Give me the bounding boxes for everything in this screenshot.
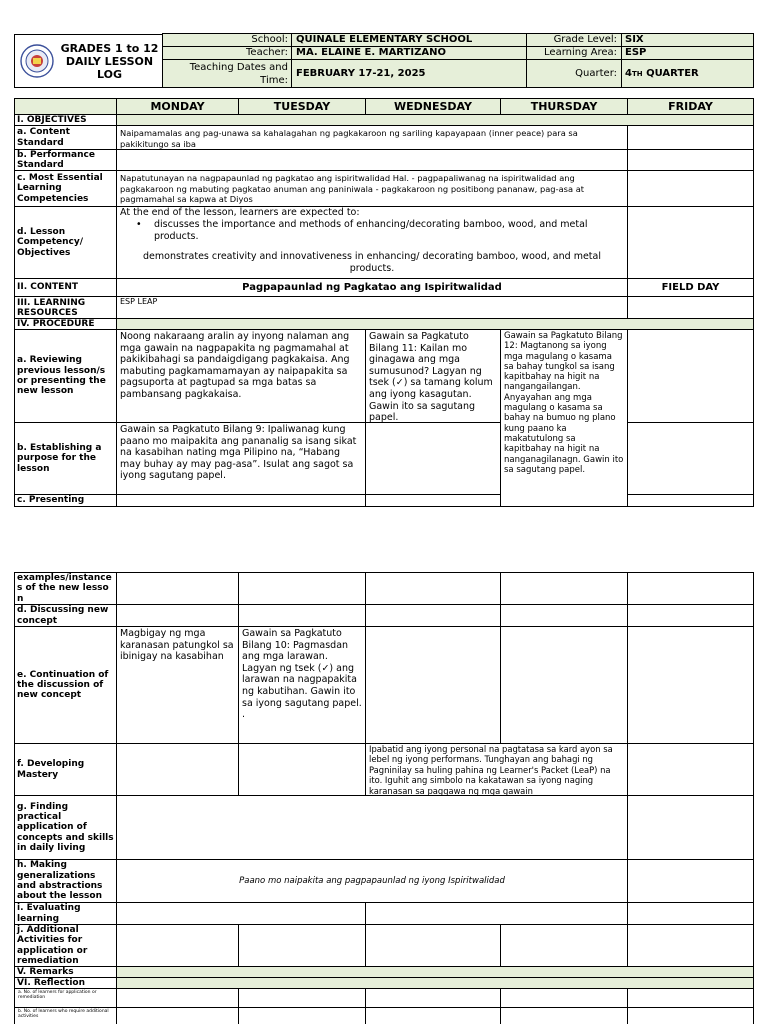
- continuation-friday: [627, 626, 754, 744]
- header-title-line3: LOG: [97, 67, 122, 81]
- additional-label: j. Additional Activities for application or remediation: [14, 924, 117, 967]
- school-label: School:: [162, 33, 292, 47]
- thursday-activity: Gawain sa Pagkatuto Bilang 12: Magtanong sa iyong mga magulang o kasama sa bahay tungkol sa isang kapitbahay na higit na nangangailangan. Anyayahan ang mga magulang o kasama sa bahay na bumuo ng plano kung paano ka makatutulong sa kapitbahay na higit na nanganagilanagn. Gawin ito sa sagutang papel.: [500, 329, 628, 507]
- header-title-line1: GRADES 1 to 12: [60, 41, 159, 55]
- learning-resources-text: ESP LEAP: [116, 296, 628, 319]
- additional-tuesday: [238, 924, 366, 967]
- presenting-cont-thursday: [500, 572, 628, 605]
- quarter-word: QUARTER: [642, 68, 699, 79]
- evaluating-friday: [627, 902, 754, 925]
- establishing-friday: [627, 422, 754, 495]
- performance-standard-friday: [627, 149, 754, 171]
- establishing-monday: Gawain sa Pagkatuto Bilang 9: Ipaliwanag kung paano mo maipakita ang pananalig sa isang sikat na kasabihan nating mga Pilipino na, “Habang may buhay ay may pag-asa”. Isulat ang sagot sa iyong sagutang papel.: [116, 422, 366, 495]
- performance-standard-label: b. Performance Standard: [14, 149, 117, 171]
- making-text: Paano mo naipakita ang pagpapaunlad ng iyong Ispiritwalidad: [116, 859, 628, 903]
- melc-friday: [627, 170, 754, 207]
- days-header-blank: [14, 98, 117, 115]
- developing-wed-thu: Ipabatid ang iyong personal na pagtatasa sa kard ayon sa lebel ng iyong performans. Tunghayan ang bahagi ng Pagninilay sa huling pahina ng Learner's Packet (LeaP) na ito. Iguhit ang simbolo na kakatawan sa iyong naging karanasan sa paggawa ng mga gawain: [365, 743, 628, 796]
- reflection-b-tuesday: [238, 1007, 366, 1024]
- dates-value: FEBRUARY 17-21, 2025: [291, 59, 527, 88]
- developing-friday: [627, 743, 754, 796]
- lesson-competency-bullet: discusses the importance and methods of enhancing/decorating bamboo, wood, and metal products.: [154, 218, 588, 242]
- learning-area-value: ESP: [621, 46, 754, 60]
- presenting-friday: [627, 494, 754, 507]
- school-value: QUINALE ELEMENTARY SCHOOL: [291, 33, 527, 47]
- day-thursday: THURSDAY: [500, 98, 628, 115]
- reviewing-monday: Noong nakaraang aralin ay inyong nalaman ang mga gawain na nagpapakita ng pagmamahal at pakikibahagi sa pandaigdigang pagkakaisa. Ang mabuting pagkamamamayan ay naipapakita sa pagsuporta at pagtupad sa mga batas sa pambansang pagkakaisa.: [116, 329, 366, 423]
- day-wednesday: WEDNESDAY: [365, 98, 501, 115]
- discussing-label: d. Discussing new concept: [14, 604, 117, 627]
- presenting-monday: [116, 494, 366, 507]
- remarks-label: V. Remarks: [14, 966, 117, 978]
- deped-seal-icon: [20, 44, 54, 78]
- continuation-thursday: [500, 626, 628, 744]
- continuation-tuesday: [238, 626, 366, 744]
- continuation-wednesday: [365, 626, 501, 744]
- presenting-cont-monday: [116, 572, 239, 605]
- presenting-cont-wednesday: [365, 572, 501, 605]
- presenting-cont-friday: [627, 572, 754, 605]
- reflection-b-wednesday: [365, 1007, 501, 1024]
- evaluating-label: i. Evaluating learning: [14, 902, 117, 925]
- discussing-thursday: [500, 604, 628, 627]
- reflection-a-tuesday: [238, 988, 366, 1008]
- reflection-a-wednesday: [365, 988, 501, 1008]
- quarter-label: Quarter:: [526, 59, 622, 88]
- procedure-label: IV. PROCEDURE: [14, 318, 117, 330]
- header-title-line2: DAILY LESSON: [65, 54, 154, 68]
- establishing-wednesday: [365, 422, 501, 495]
- content-standard-text: Naipamamalas ang pag-unawa sa kahalagahan ng pagkakaroon ng sariling kapayapaan (inner peace) para sa pakikitungo sa iba: [116, 125, 628, 150]
- lesson-competency-intro: At the end of the lesson, learners are expected to:: [120, 207, 360, 218]
- day-monday: MONDAY: [116, 98, 239, 115]
- reflection-b-monday: [116, 1007, 239, 1024]
- quarter-value: [621, 59, 754, 88]
- lesson-competency-cell: [116, 206, 628, 279]
- performance-standard-text: [116, 149, 628, 171]
- reflection-a-label: a. No. of learners for application or remediation: [14, 988, 117, 1008]
- content-title: Pagpapaunlad ng Pagkatao ang Ispiritwalidad: [116, 278, 628, 297]
- additional-monday: [116, 924, 239, 967]
- content-standard-friday: [627, 125, 754, 150]
- teacher-label: Teacher:: [162, 46, 292, 60]
- developing-tuesday: [238, 743, 366, 796]
- dates-label-line2: Time:: [260, 75, 288, 86]
- lesson-competency-friday: [627, 206, 754, 279]
- bullet-icon: •: [136, 218, 142, 230]
- melc-text: Napatutunayan na nagpapaunlad ng pagkatao ang ispiritwalidad Hal. - pagpapaliwanag na ispiritwalidad ang pagkakaroon ng mabuting pagkatao anuman ang paniniwala - pagkakaroon ng positibong pananaw, pag-asa at pagmamahal sa kapwa at Diyos: [116, 170, 628, 207]
- reviewing-label: a. Reviewing previous lesson/s or presenting the new lesson: [14, 329, 117, 423]
- reviewing-friday: [627, 329, 754, 423]
- reflection-b-thursday: [500, 1007, 628, 1024]
- dates-label-line1: Teaching Dates and: [189, 62, 288, 73]
- presenting-continued-label: examples/instances of the new lesson: [14, 572, 117, 605]
- discussing-monday: [116, 604, 239, 627]
- content-friday: FIELD DAY: [627, 278, 754, 297]
- presenting-label: c. Presenting: [14, 494, 117, 507]
- header-title-cell: [57, 34, 163, 88]
- grade-level-label: Grade Level:: [526, 33, 622, 47]
- making-label: h. Making generalizations and abstractions about the lesson: [14, 859, 117, 903]
- discussing-friday: [627, 604, 754, 627]
- reflection-label: VI. Reflection: [14, 977, 117, 989]
- additional-wednesday: [365, 924, 501, 967]
- day-tuesday: TUESDAY: [238, 98, 366, 115]
- header-logo-cell: [14, 34, 58, 88]
- finding-mon-thu: [116, 795, 628, 860]
- evaluating-wed-thu: [365, 902, 628, 925]
- reflection-a-monday: [116, 988, 239, 1008]
- melc-label: c. Most Essential Learning Competencies: [14, 170, 117, 207]
- presenting-cont-tuesday: [238, 572, 366, 605]
- additional-friday: [627, 924, 754, 967]
- additional-thursday: [500, 924, 628, 967]
- continuation-monday: Magbigay ng mga karanasan patungkol sa ibinigay na kasabihan: [116, 626, 239, 744]
- day-friday: FRIDAY: [627, 98, 754, 115]
- presenting-wednesday: [365, 494, 501, 507]
- reflection-a-friday: [627, 988, 754, 1008]
- reflection-a-thursday: [500, 988, 628, 1008]
- reviewing-wednesday: Gawain sa Pagkatuto Bilang 11: Kailan mo ginagawa ang mga sumusunod? Lagyan ng tsek (✓) sa tamang kolum ang iyong kasagutan. Gawin ito sa sagutang papel.: [365, 329, 501, 423]
- developing-label: f. Developing Mastery: [14, 743, 117, 796]
- making-friday: [627, 859, 754, 903]
- grade-level-value: SIX: [621, 33, 754, 47]
- objectives-label: I. OBJECTIVES: [14, 114, 117, 126]
- teacher-value: MA. ELAINE E. MARTIZANO: [291, 46, 527, 60]
- dates-label: [162, 59, 292, 88]
- content-standard-label: a. Content Standard: [14, 125, 117, 150]
- reflection-b-label: b. No. of learners who require additional activities: [14, 1007, 117, 1024]
- discussing-tuesday: [238, 604, 366, 627]
- continuation-label: e. Continuation of the discussion of new concept: [14, 626, 117, 744]
- learning-resources-label: III. LEARNING RESOURCES: [14, 296, 117, 319]
- discussing-wednesday: [365, 604, 501, 627]
- lesson-competency-label: d. Lesson Competency/ Objectives: [14, 206, 117, 279]
- quarter-suffix: TH: [631, 69, 643, 78]
- continuation-tuesday-text: Gawain sa Pagkatuto Bilang 10: Pagmasdan ang mga larawan. Lagyan ng tsek (✓) ang larawan na nagpapakita ng kabutihan. Gawin ito sa iyong sagutang papel.: [242, 628, 362, 709]
- lesson-competency-bullet-row: [120, 219, 624, 243]
- evaluating-mon-tue: [116, 902, 366, 925]
- finding-friday: [627, 795, 754, 860]
- quarter-number: 4: [625, 68, 632, 79]
- continuation-tuesday-dot: .: [242, 709, 246, 721]
- finding-label: g. Finding practical application of concepts and skills in daily living: [14, 795, 117, 860]
- lesson-competency-extra: demonstrates creativity and innovativeness in enhancing/ decorating bamboo, wood, and metal products.: [143, 251, 601, 275]
- learning-area-label: Learning Area:: [526, 46, 622, 60]
- reflection-b-friday: [627, 1007, 754, 1024]
- establishing-label: b. Establishing a purpose for the lesson: [14, 422, 117, 495]
- content-label: II. CONTENT: [14, 278, 117, 297]
- learning-resources-friday: [627, 296, 754, 319]
- developing-monday: [116, 743, 239, 796]
